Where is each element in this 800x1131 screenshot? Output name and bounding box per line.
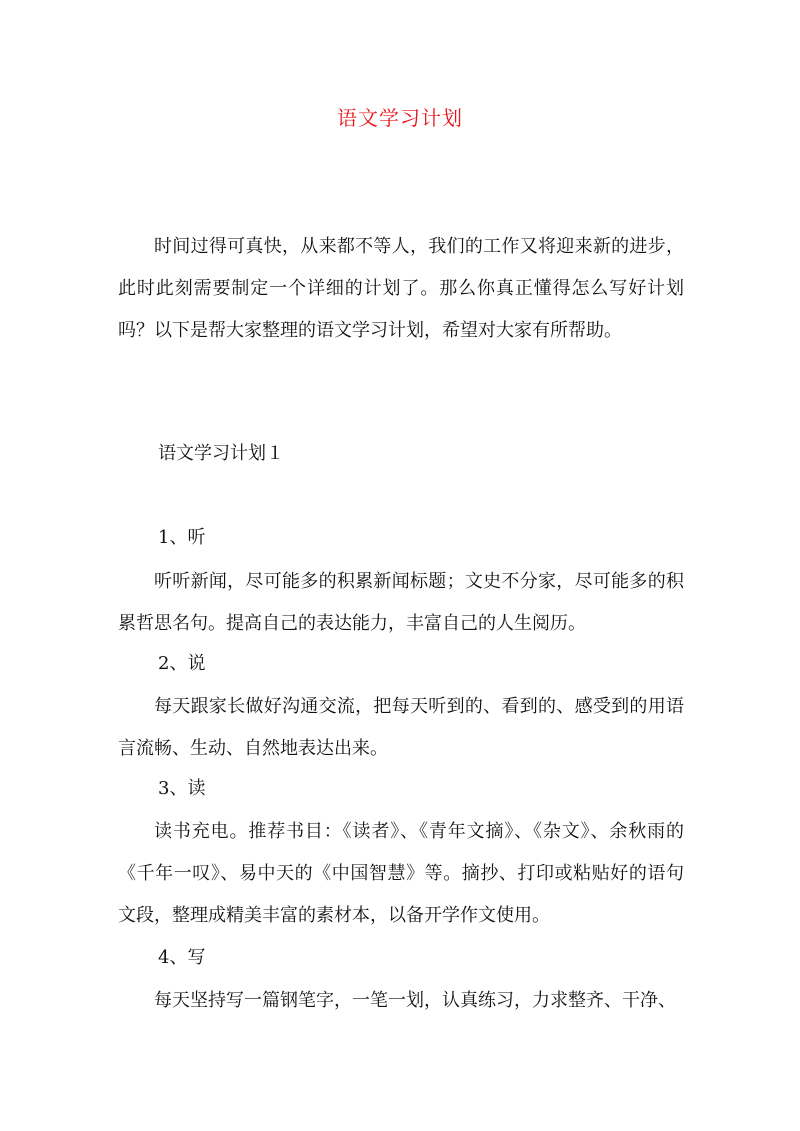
item-heading-speak: 2、说: [158, 653, 206, 674]
intro-paragraph: 时间过得可真快，从来都不等人，我们的工作又将迎来新的进步，此时此刻需要制定一个详细的计划了。那么你真正懂得怎么写好计划吗？以下是帮大家整理的语文学习计划，希望对大家有所帮助。: [118, 236, 684, 341]
document-title: 语文学习计划: [337, 106, 463, 130]
item-body-write: 每天坚持写一篇钢笔字，一笔一划，认真练习，力求整齐、干净、: [154, 990, 676, 1011]
item-heading-read: 3、读: [158, 778, 206, 799]
item-body-listen: 听听新闻，尽可能多的积累新闻标题；文史不分家，尽可能多的积累哲思名句。提高自己的表达能力，丰富自己的人生阅历。: [118, 571, 684, 634]
section-title: 语文学习计划１: [158, 443, 284, 464]
item-body-speak: 每天跟家长做好沟通交流，把每天听到的、看到的、感受到的用语言流畅、生动、自然地表达出来。: [118, 696, 684, 759]
item-heading-listen: 1、听: [158, 527, 206, 548]
item-body-read: 读书充电。推荐书目：《读者》、《青年文摘》、《杂文》、余秋雨的《千年一叹》、易中天的《中国智慧》等。摘抄、打印或粘贴好的语句文段，整理成精美丰富的素材本，以备开学作文使用。: [118, 821, 684, 926]
item-heading-write: 4、写: [158, 947, 206, 968]
